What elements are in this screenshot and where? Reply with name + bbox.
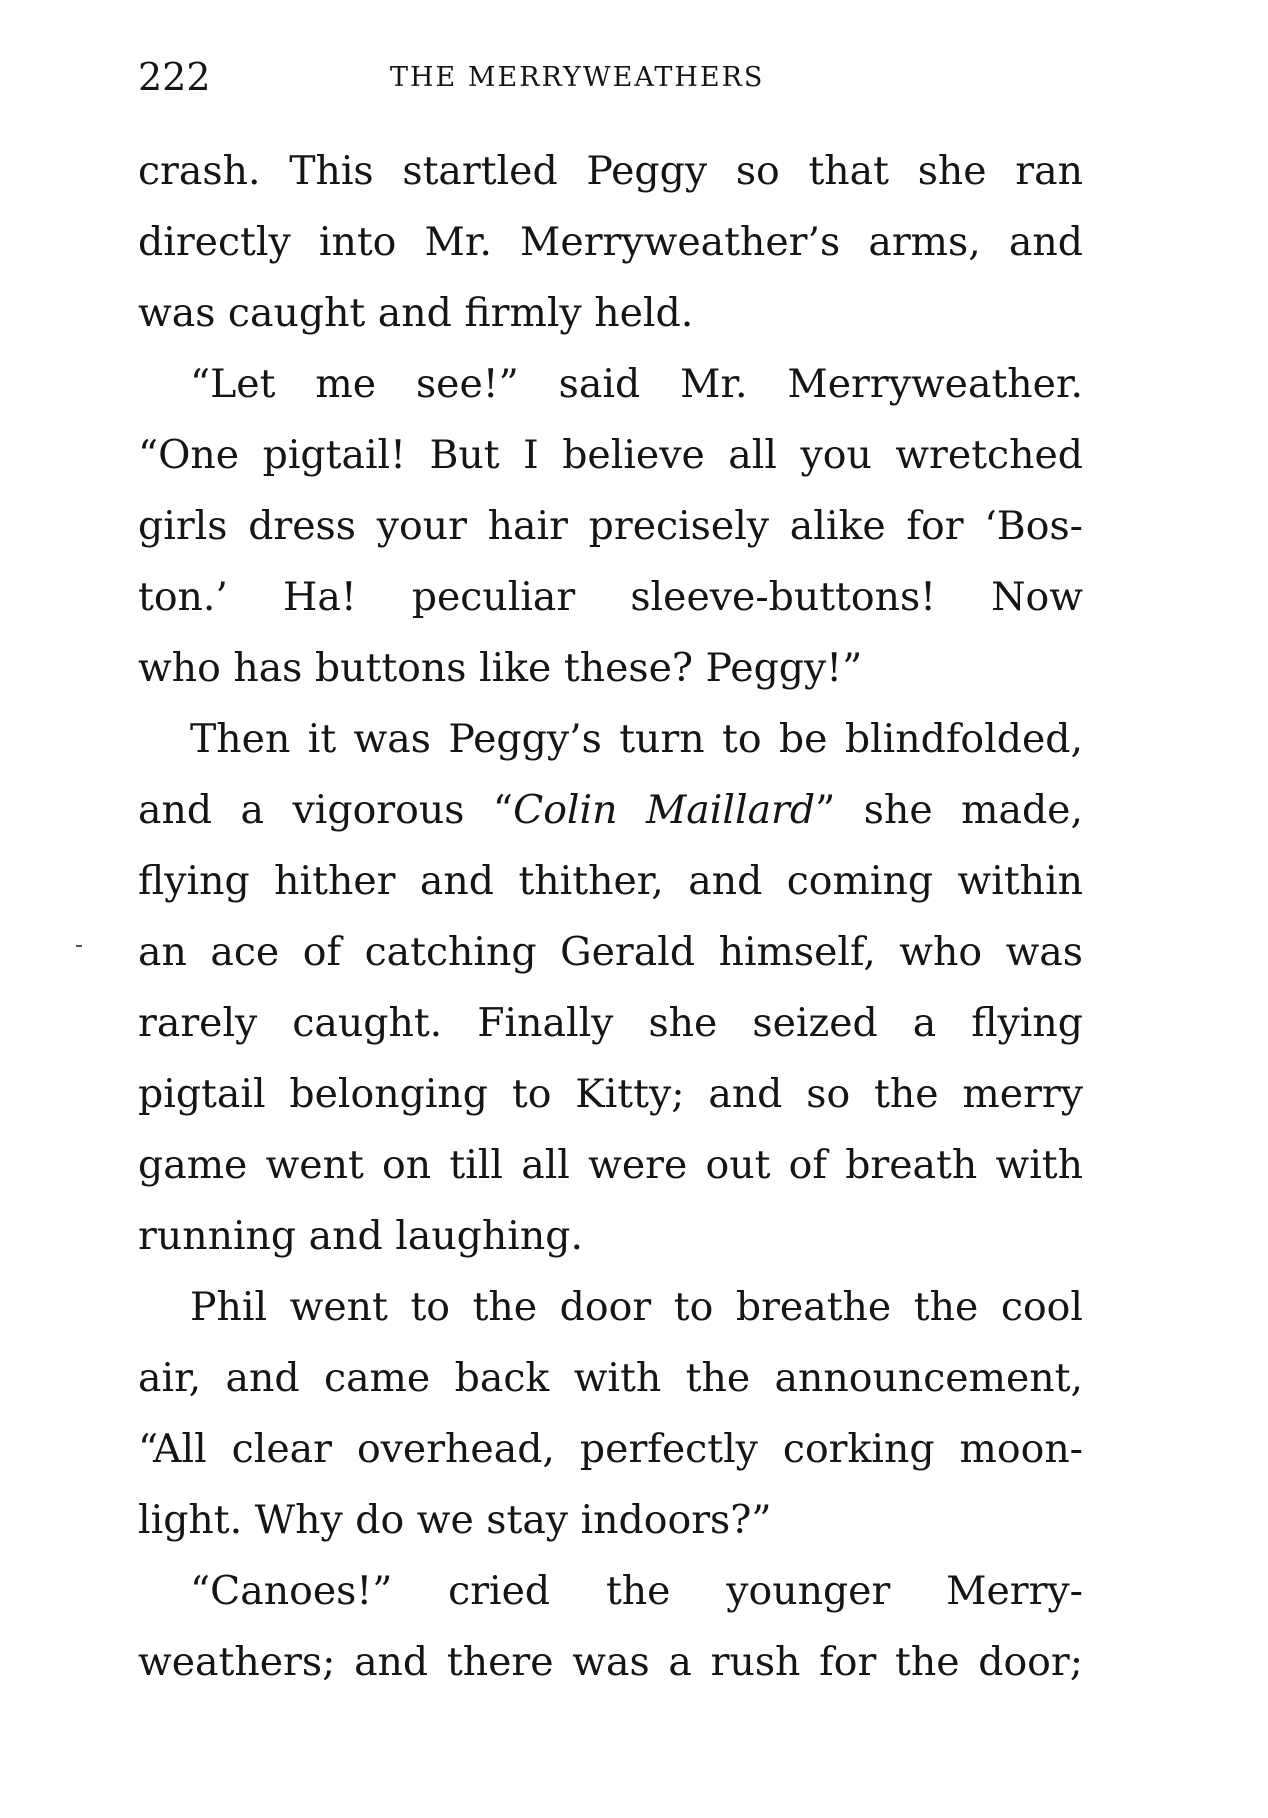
text-line: “One pigtail! But I believe all you wretched [138,432,1083,478]
text-line: air, and came back with the announcement, [138,1355,1083,1401]
text-line: “All clear overhead, perfectly corking moon- [138,1426,1083,1472]
text-line: ton.’ Ha! peculiar sleeve-buttons! Now [138,574,1083,620]
text-line: girls dress your hair precisely alike for ‘Bos- [138,503,1083,549]
margin-mark [76,945,82,947]
text-line: weathers; and there was a rush for the door; [138,1639,1083,1685]
text-line: “Canoes!” cried the younger Merry- [190,1568,1083,1614]
body-text [138,136,1083,1698]
text-line: light. Why do we stay indoors?” [138,1497,772,1543]
text-line: was caught and firmly held. [138,290,694,336]
text-line: pigtail belonging to Kitty; and so the merry [138,1071,1083,1117]
running-title: THE MERRYWEATHERS [390,62,765,93]
text-line: directly into Mr. Merryweather’s arms, and [138,219,1083,265]
text-segment: and a vigorous “ [138,787,514,833]
page-number: 222 [138,55,211,99]
text-line: an ace of catching Gerald himself, who was [138,929,1083,975]
text-line: “Let me see!” said Mr. Merryweather. [190,361,1083,407]
text-line: rarely caught. Finally she seized a flying [138,1000,1083,1046]
text-line: who has buttons like these? Peggy!” [138,645,863,691]
text-line: Phil went to the door to breathe the cool [190,1284,1083,1330]
italic-phrase: Colin Maillard [513,787,816,833]
page-header [138,52,1078,102]
text-line: running and laughing. [138,1213,583,1259]
text-line: game went on till all were out of breath with [138,1142,1083,1188]
text-line: Then it was Peggy’s turn to be blindfolded, [190,716,1083,762]
text-line [138,775,1083,846]
text-line: crash. This startled Peggy so that she ran [138,148,1083,194]
text-segment: ” she made, [815,787,1083,833]
text-line: flying hither and thither, and coming within [138,858,1083,904]
